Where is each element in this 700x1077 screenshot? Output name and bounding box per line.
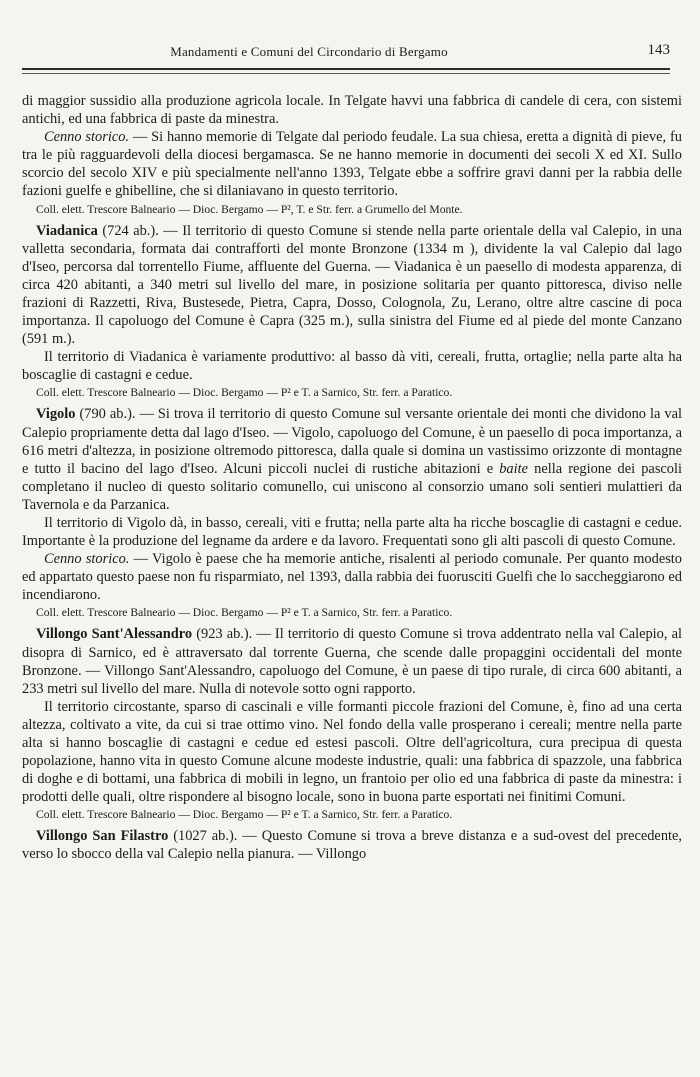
villongo-sf-name: Villongo San Filastro	[36, 828, 169, 845]
villongo-sa-entry: Villongo Sant'Alessandro (923 ab.). — Il territorio di questo Comune si trova addentrato nella val Calepio, al disopra di Sarnico, ed è attraversato dal torrente Guerna, che scende dalle propaggini occidentali del monte Bronzone. — Villongo Sant'Alessandro, capoluogo del Comune, è un paese di tipo rurale, di circa 600 abitanti, a 233 metri sul livello del mare. Nulla di notevole sotto ogni rapporto.	[22, 626, 682, 697]
vigolo-paragraph-2: Il territorio di Vigolo dà, in basso, cereali, viti e frutta; nella parte alta ha ricche boscaglie di castagni e cedue. Importante è la produzione del legname da ardere e da lavoro. Frequentati sono gli alti pascoli di questo Comune.	[22, 514, 682, 550]
header-title: Mandamenti e Comuni del Circondario di Bergamo	[170, 44, 448, 59]
viadanica-name: Viadanica	[36, 222, 98, 239]
villongo-sa-coll-note: Coll. elett. Trescore Balneario — Dioc. Bergamo — P² e T. a Sarnico, Str. ferr. a Paratico.	[36, 808, 453, 822]
vigolo-name: Vigolo	[36, 406, 76, 423]
header-rule-thin	[22, 73, 670, 74]
viadanica-paragraph-2: Il territorio di Viadanica è variamente produttivo: al basso dà viti, cereali, frutta, ortaglie; nella parte alta ha boscaglie di castagni e cedue.	[22, 349, 682, 384]
vigolo-entry: Vigolo (790 ab.). — Si trova il territorio di questo Comune sul versante orientale dei monti che dividono la val Calepio propriamente detta dal lago d'Iseo. — Vigolo, capoluogo del Comune, è un paesello di poca importanza, a 616 metri d'altezza, in posizione oltremodo pittoresca, dalla quale si domina un vastissimo orizzonte di montagne e tutto il bacino del lago d'Iseo. Alcuni piccoli nuclei di rustiche abitazioni e baite nella regione dei pascoli completano il nucleo di questo solitario comunello, cui uniscono al consorzio umano soli sentieri mulattieri da Tavernola e da Parzanica.	[22, 406, 682, 513]
viadanica-coll-note: Coll. elett. Trescore Balneario — Dioc. Bergamo — P² e T. a Sarnico, Str. ferr. a Paratico.	[36, 386, 453, 400]
vigolo-history: Cenno storico. — Vigolo è paese che ha memorie antiche, risalenti al periodo comunale. Per quanto modesto ed appartato questo paese non fu risparmiato, nel 1393, dalla rabbia dei fuorusciti Guelfi che lo saccheggiarono ed incendiarono.	[22, 551, 682, 604]
page-number: 143	[647, 42, 670, 58]
villongo-sa-paragraph-2: Il territorio circostante, sparso di cascinali e ville formanti piccole frazioni del Comune, è, fino ad una certa altezza, coltivato a vite, da cui si trae ottimo vino. Nel fondo della valle prosperano i cereali; mentre nella parte alta si hanno boscaglie di castagni e cedue ed estesi pascoli. Oltre dell'agricoltura, cura precipua di questa popolazione, hanno vita in questo Comune alcune modeste industrie, quali: una fabbrica di spazzole, una fabbrica di doghe e di bottami, una fabbrica di mobili in legno, un frantoio per olio ed una fabbrica di paste da minestra: i prodotti delle quali, oltre rispondere al bisogno locale, sono in buona parte esportati nei finitimi Comuni.	[22, 698, 682, 806]
cenno-storico-label: Cenno storico.	[44, 129, 130, 146]
viadanica-entry: Viadanica (724 ab.). — Il territorio di questo Comune si stende nella parte orientale della val Calepio, in una valletta secondaria, formata dai contrafforti del monte Bronzone (1334 m ), dividente la val Calepio dal lago d'Iseo, percorsa dal torrentello Fiume, affluente del Guerna. — Viadanica è un paesello di modesta apparenza, di circa 420 abitanti, a 340 metri sul livello del mare, in posizione solitaria per quanto pittoresca, diviso nelle frazioni di Razzetti, Riva, Bustesede, Pietra, Capra, Dosso, Colognola, Zu, Lerano, oltre altre cascine di poca importanza. Il capoluogo del Comune è Capra (325 m.), sulla sinistra del Fiume ed al piede del monte Canzano (591 m.).	[22, 222, 682, 348]
header-rule	[22, 68, 670, 70]
villongo-sa-name: Villongo Sant'Alessandro	[36, 626, 193, 643]
villongo-sf-entry: Villongo San Filastro (1027 ab.). — Questo Comune si trova a breve distanza e a sud-ovest del precedente, verso lo sbocco della val Calepio nella pianura. — Villongo	[22, 828, 682, 863]
telgate-history: Cenno storico. — Si hanno memorie di Telgate dal periodo feudale. La sua chiesa, eretta a dignità di pieve, fu tra le più ragguardevoli della diocesi bergamasca. Se ne hanno memorie in documenti dei secoli X ed XI. Sullo scorcio del secolo XIV e più specialmente nell'anno 1393, Telgate ebbe a soffrire gravi danni per la rabbia delle fazioni guelfe e ghibelline, che si dilaniavano in questo territorio.	[22, 129, 682, 200]
telgate-coll-note: Coll. elett. Trescore Balneario — Dioc. Bergamo — P², T. e Str. ferr. a Grumello del Monte.	[36, 202, 463, 216]
page-body	[22, 92, 682, 864]
telgate-paragraph: di maggior sussidio alla produzione agricola locale. In Telgate havvi una fabbrica di candele di cera, con sistemi antichi, ed una fabbrica di paste da minestra.	[22, 93, 682, 128]
running-header	[22, 42, 670, 66]
vigolo-coll-note: Coll. elett. Trescore Balneario — Dioc. Bergamo — P² e T. a Sarnico, Str. ferr. a Paratico.	[36, 606, 453, 620]
